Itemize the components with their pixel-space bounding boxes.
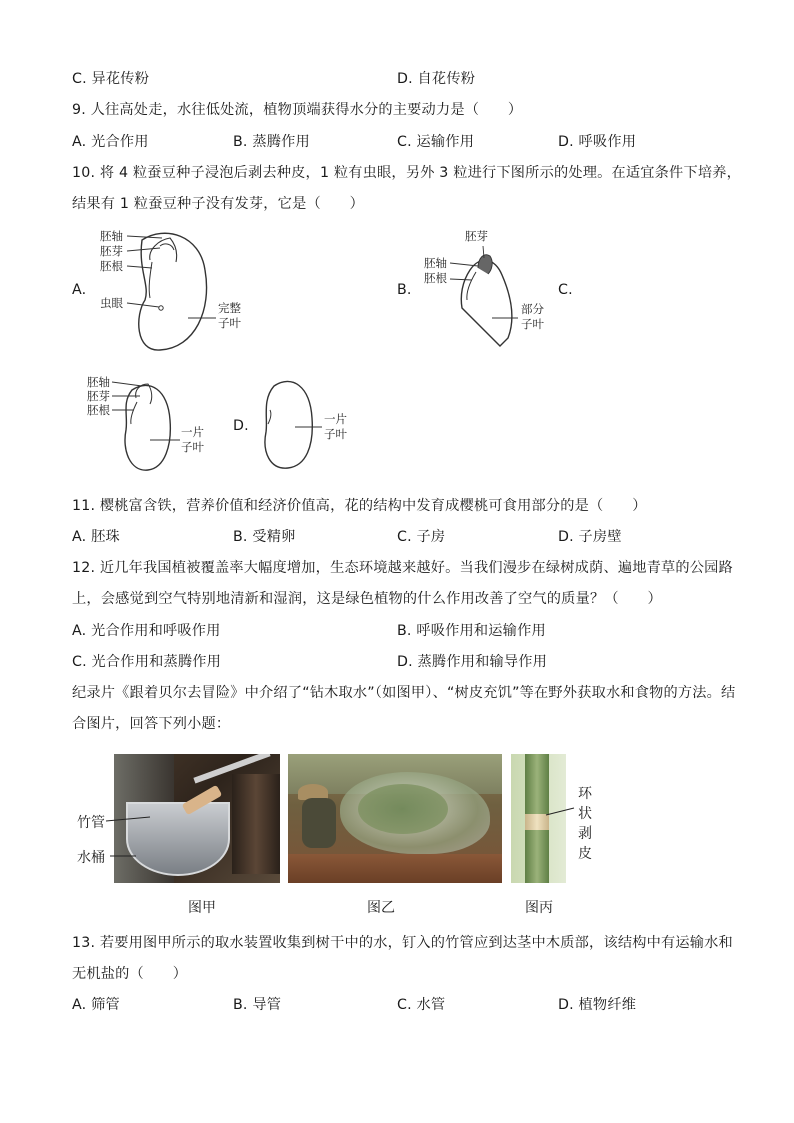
q13-stem-line1: 13. 若要用图甲所示的取水装置收集到树干中的水，钉入的竹管应到达茎中木质部，该结构中有运输水和	[72, 935, 733, 951]
seed-c-label-cot1: 一片	[181, 425, 204, 439]
figure-yi-caption: 图乙	[367, 900, 395, 916]
q11-option-a: A. 胚珠	[72, 529, 120, 545]
option-letter-c: C.	[558, 282, 573, 298]
q9-option-a: A. 光合作用	[72, 134, 149, 150]
q12-option-d: D. 蒸腾作用和输导作用	[397, 654, 548, 670]
q13-stem-line2: 无机盐的（ ）	[72, 966, 188, 982]
seed-a-label-hole: 虫眼	[100, 296, 123, 310]
passage-line2: 合图片，回答下列小题：	[72, 716, 231, 732]
q9-stem: 9. 人往高处走，水往低处流，植物顶端获得水分的主要动力是（ ）	[72, 102, 523, 118]
figure-bing-caption: 图丙	[525, 900, 553, 916]
q8-option-c: C. 异花传粉	[72, 71, 150, 87]
seed-a-label-bud: 胚芽	[100, 244, 123, 258]
q11-option-d: D. 子房壁	[558, 529, 622, 545]
seed-c-label-axis: 胚轴	[87, 375, 110, 389]
passage-line1: 纪录片《跟着贝尔去冒险》中介绍了“钻木取水”（如图甲）、“树皮充饥”等在野外获取水和食物的方法。结	[72, 685, 736, 701]
seed-c-label-bud: 胚芽	[87, 389, 110, 403]
figure-bing-label	[578, 784, 594, 864]
seed-d-label-cot1: 一片	[324, 412, 347, 426]
seed-a-label-root: 胚根	[100, 259, 123, 273]
q10-stem-line1: 10. 将 4 粒蚕豆种子浸泡后剥去种皮，1 粒有虫眼，另外 3 粒进行下图所示的处理。在适宜条件下培养，	[72, 165, 741, 181]
figure-bing-label-char: 状	[578, 806, 592, 822]
q13-option-b: B. 导管	[233, 997, 282, 1013]
q13-option-a: A. 筛管	[72, 997, 120, 1013]
seed-d-label-cot2: 子叶	[324, 427, 347, 441]
seed-a-label-cot2: 子叶	[218, 316, 241, 330]
seed-a-label-cot1: 完整	[218, 301, 241, 315]
q12-option-b: B. 呼吸作用和运输作用	[397, 623, 546, 639]
q12-option-c: C. 光合作用和蒸腾作用	[72, 654, 222, 670]
q9-option-c: C. 运输作用	[397, 134, 475, 150]
seed-b-label-root: 胚根	[424, 271, 447, 285]
seed-c-label-cot2: 子叶	[181, 440, 204, 454]
q9-option-b: B. 蒸腾作用	[233, 134, 310, 150]
seed-a-label-axis: 胚轴	[100, 229, 123, 243]
figure-jia-label-bucket: 水桶	[77, 850, 105, 866]
q11-option-b: B. 受精卵	[233, 529, 296, 545]
option-letter-d: D.	[233, 418, 249, 434]
figure-bing-label-char: 剥	[578, 826, 592, 842]
figure-jia-caption: 图甲	[188, 900, 216, 916]
q12-option-a: A. 光合作用和呼吸作用	[72, 623, 221, 639]
option-letter-a: A.	[72, 282, 87, 298]
figure-bing-label-char: 环	[578, 786, 592, 802]
q13-option-c: C. 水管	[397, 997, 446, 1013]
option-letter-b: B.	[397, 282, 412, 298]
seed-b-label-bud: 胚芽	[465, 229, 488, 243]
q11-stem: 11. 樱桃富含铁，营养价值和经济价值高，花的结构中发育成樱桃可食用部分的是（ ）	[72, 498, 647, 514]
q10-stem-line2: 结果有 1 粒蚕豆种子没有发芽，它是（ ）	[72, 196, 365, 212]
seed-c-label-root: 胚根	[87, 403, 110, 417]
q13-option-d: D. 植物纤维	[558, 997, 637, 1013]
q12-stem-line2: 上，会感觉到空气特别地清新和湿润，这是绿色植物的什么作用改善了空气的质量？（ ）	[72, 591, 662, 607]
seed-b-label-cot2: 子叶	[521, 317, 544, 331]
q11-option-c: C. 子房	[397, 529, 446, 545]
seed-b-label-cot1: 部分	[521, 302, 544, 316]
q9-option-d: D. 呼吸作用	[558, 134, 637, 150]
figure-jia-label-tube: 竹管	[77, 815, 105, 831]
q12-stem-line1: 12. 近几年我国植被覆盖率大幅度增加，生态环境越来越好。当我们漫步在绿树成荫、遍地青草的公园路	[72, 560, 733, 576]
seed-b-label-axis: 胚轴	[424, 256, 447, 270]
q8-option-d: D. 自花传粉	[397, 71, 476, 87]
figure-bing-label-char: 皮	[578, 846, 592, 862]
